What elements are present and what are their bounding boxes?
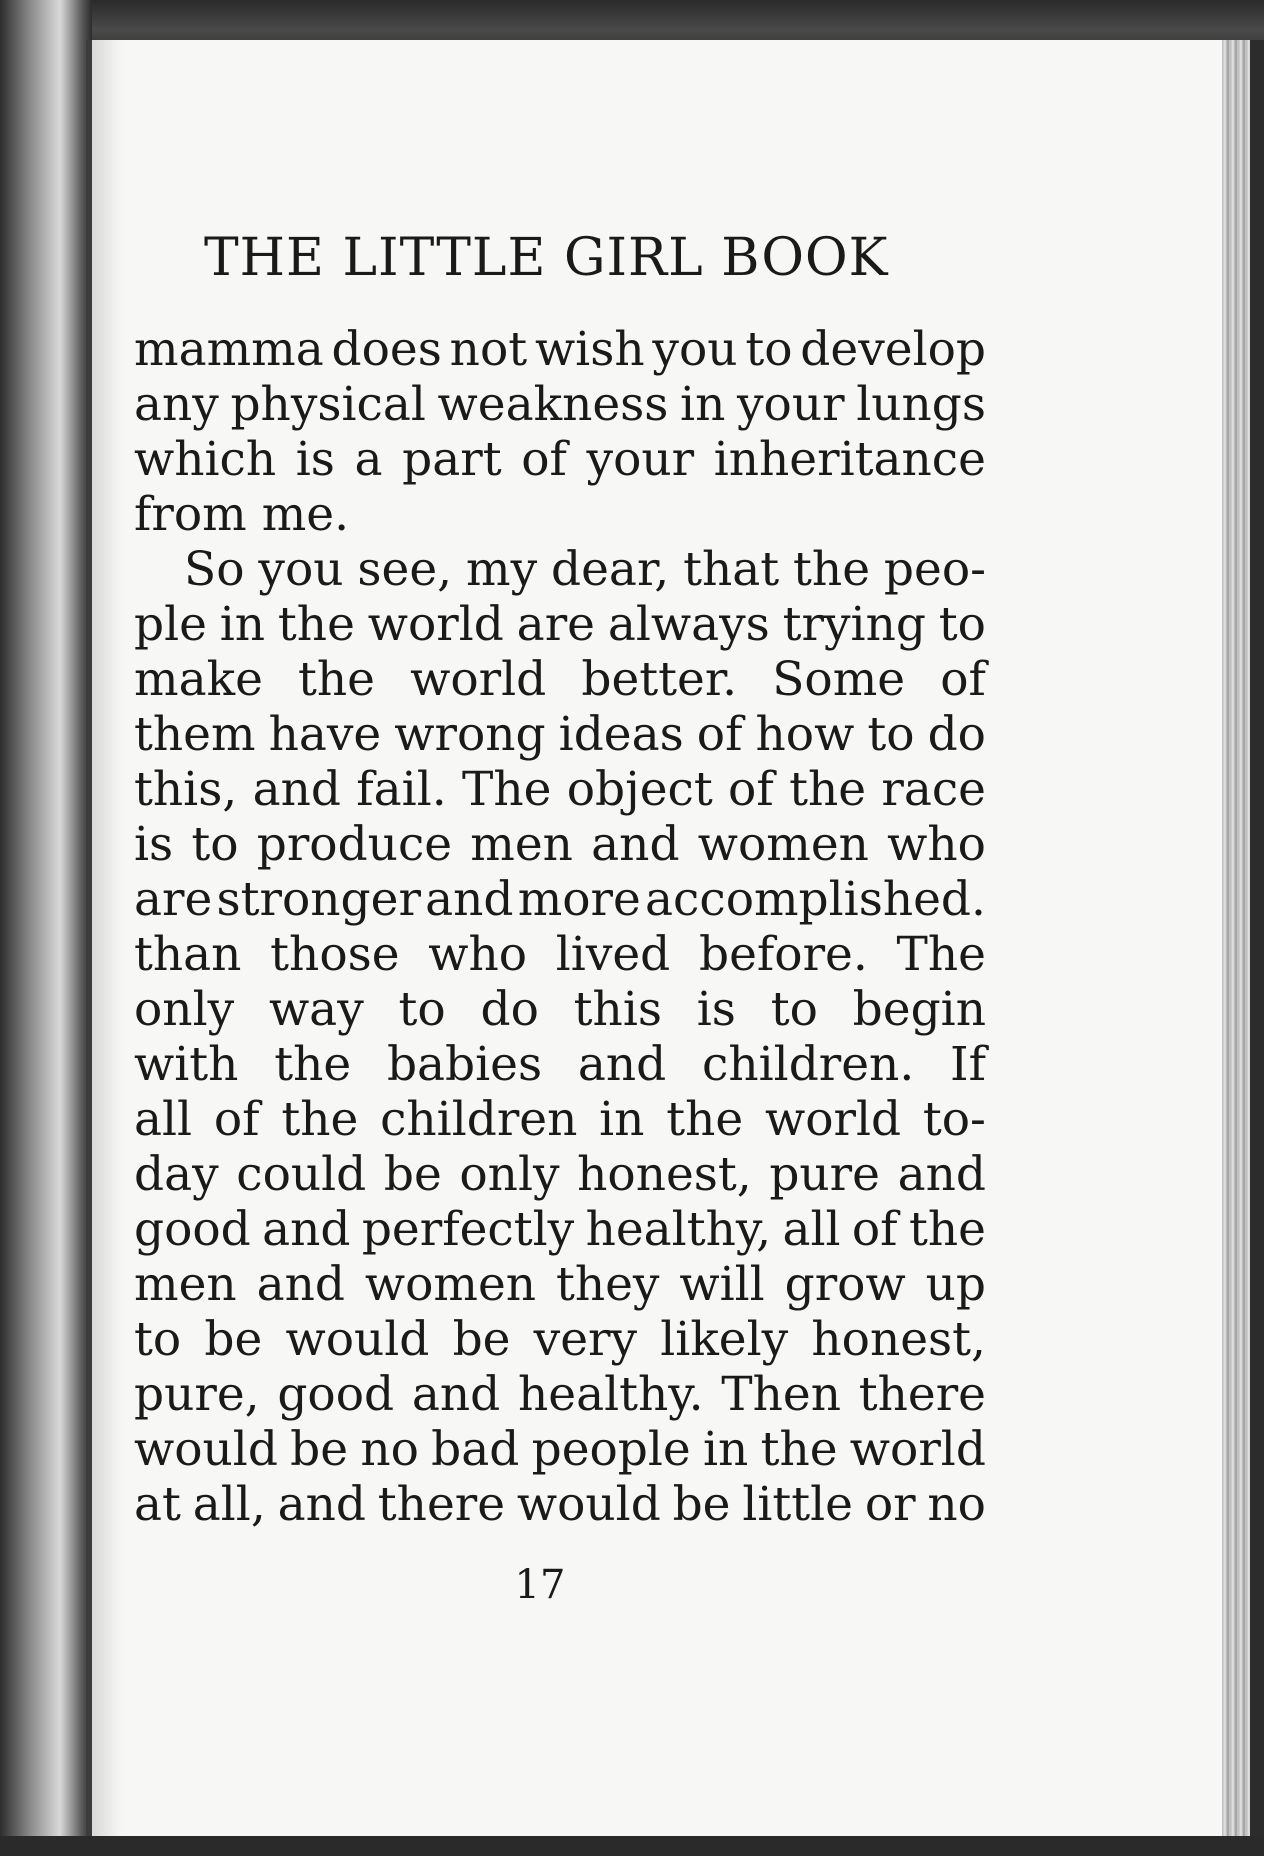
text-line [134,542,986,597]
word: do [480,982,539,1037]
word: the [277,597,355,652]
word: physical [230,377,426,432]
word: pure [769,1147,880,1202]
word: begin [852,982,986,1037]
word: world [849,1422,986,1477]
word: not [449,322,528,377]
word: the [793,542,871,597]
word: be [290,1422,349,1477]
word: all [134,1092,193,1147]
word: you [652,322,738,377]
word: of [521,432,567,487]
word: very [533,1312,638,1367]
word: healthy, [585,1202,772,1257]
word: see, [357,542,453,597]
word: does [331,322,442,377]
word: and [425,872,514,927]
text-line [134,652,986,707]
word: be [204,1312,263,1367]
word: trying [782,597,926,652]
word: mamma [134,322,324,377]
word: only [134,982,235,1037]
word: this, [134,762,238,817]
word: will [679,1257,765,1312]
word: dear, [551,542,670,597]
page-number: 17 [514,1562,566,1608]
word: of [940,652,986,707]
word: than [134,927,242,982]
word: babies [386,1037,543,1092]
text-line [134,1367,986,1422]
text-line [134,1147,986,1202]
word: be [452,1312,511,1367]
word: all, [192,1477,266,1532]
word: of [213,1092,260,1147]
word: you [258,542,344,597]
text-line [134,817,986,872]
word: fail. [356,762,447,817]
word: at [134,1477,181,1532]
word: would [134,1422,278,1477]
word: do [927,707,986,762]
word: pure, [134,1367,260,1422]
word: part [402,432,502,487]
word: in [680,377,726,432]
text-line [134,1202,986,1257]
word: people [531,1422,691,1477]
word: would [285,1312,430,1367]
text-line [134,707,986,762]
word: Some [772,652,906,707]
word: the [908,1202,986,1257]
word: inheritance [713,432,986,487]
word: of [728,762,774,817]
word: in [599,1092,645,1147]
word: no [360,1422,419,1477]
word: object [566,762,713,817]
word: children. [702,1037,915,1092]
running-head: THE LITTLE GIRL BOOK [204,228,889,288]
word: in [703,1422,749,1477]
text-line [134,597,986,652]
word: only [459,1147,560,1202]
word: make [134,652,263,707]
word: weakness [437,377,669,432]
text-line [134,1257,986,1312]
text-line [134,1092,986,1147]
word: your [736,377,845,432]
word: always [607,597,770,652]
word: lungs [856,377,986,432]
word: good [134,1202,251,1257]
word: how [755,707,855,762]
text-line [134,762,986,817]
word: and [577,1037,667,1092]
word: accomplished. [645,872,986,927]
word: all [782,1202,841,1257]
word: stronger [216,872,421,927]
word: grow [784,1257,906,1312]
word: and [411,1367,501,1422]
word: day [134,1147,219,1202]
word: they [555,1257,660,1312]
word: perfectly [361,1202,575,1257]
word: world [367,597,504,652]
word: healthy. [517,1367,704,1422]
book-left-edge [0,0,92,1856]
text-line [134,487,986,542]
word: wrong [394,707,546,762]
word: and [262,1202,351,1257]
word: who [887,817,986,872]
word: my [466,542,538,597]
word: the [666,1092,744,1147]
word: lived [555,927,671,982]
book-bottom-edge [0,1836,1264,1856]
word: ple [134,597,207,652]
word: So [184,542,245,597]
word: The [896,927,986,982]
word: to- [922,1092,986,1147]
word: of [696,707,743,762]
word: be [383,1147,442,1202]
text-line [134,982,986,1037]
word: your [586,432,695,487]
word: be [672,1477,731,1532]
word: way [268,982,364,1037]
word: before. [698,927,868,982]
word: are [134,872,213,927]
body-text [134,322,986,1532]
word: the [281,1092,359,1147]
text-line [134,322,986,377]
word: with [134,1037,239,1092]
word: ideas [558,707,684,762]
word: there [858,1367,986,1422]
word: are [516,597,595,652]
word: women [697,817,869,872]
word: of [851,1202,898,1257]
word: from [134,487,247,542]
word: produce [256,817,453,872]
text-line [134,432,986,487]
text-line [134,377,986,432]
word: wish [534,322,645,377]
text-line [134,927,986,982]
word: me. [261,487,350,542]
word: there [377,1477,506,1532]
word: honest, [577,1147,752,1202]
word: and [591,817,680,872]
text-line [134,1312,986,1367]
word: in [219,597,266,652]
word: better. [581,652,738,707]
text-line [134,1477,986,1532]
word: to [398,982,446,1037]
word: who [428,927,528,982]
word: those [270,927,400,982]
text-line [134,1422,986,1477]
word: the [274,1037,352,1092]
word: have [268,707,382,762]
word: race [881,762,986,817]
word: more [517,872,641,927]
word: and [897,1147,986,1202]
word: which [134,432,277,487]
word: a [354,432,383,487]
word: this [573,982,662,1037]
word: world [764,1092,902,1147]
word: up [925,1257,986,1312]
word: any [134,377,219,432]
word: the [789,762,867,817]
word: to [770,982,818,1037]
word: the [760,1422,838,1477]
word: and [256,1257,345,1312]
word: little [742,1477,853,1532]
word: to [745,322,793,377]
word: men [470,817,573,872]
word: and [277,1477,366,1532]
text-line [134,872,986,927]
word: world [410,652,547,707]
word: The [462,762,552,817]
word: bad [431,1422,520,1477]
word: is [696,982,736,1037]
word: likely [660,1312,789,1367]
word: them [134,707,256,762]
word: Then [721,1367,841,1422]
word: to [134,1312,182,1367]
word: is [295,432,335,487]
word: to [191,817,239,872]
word: could [236,1147,367,1202]
word: that [683,542,780,597]
word: honest, [811,1312,986,1367]
word: or [864,1477,916,1532]
word: children [380,1092,578,1147]
word: to [938,597,986,652]
word: women [364,1257,537,1312]
text-line [134,1037,986,1092]
word: would [516,1477,661,1532]
word: peo- [883,542,986,597]
word: If [950,1037,986,1092]
word: no [927,1477,986,1532]
word: good [277,1367,395,1422]
word: the [298,652,375,707]
word: and [252,762,341,817]
word: men [134,1257,237,1312]
word: is [134,817,174,872]
word: develop [800,322,986,377]
word: to [867,707,915,762]
